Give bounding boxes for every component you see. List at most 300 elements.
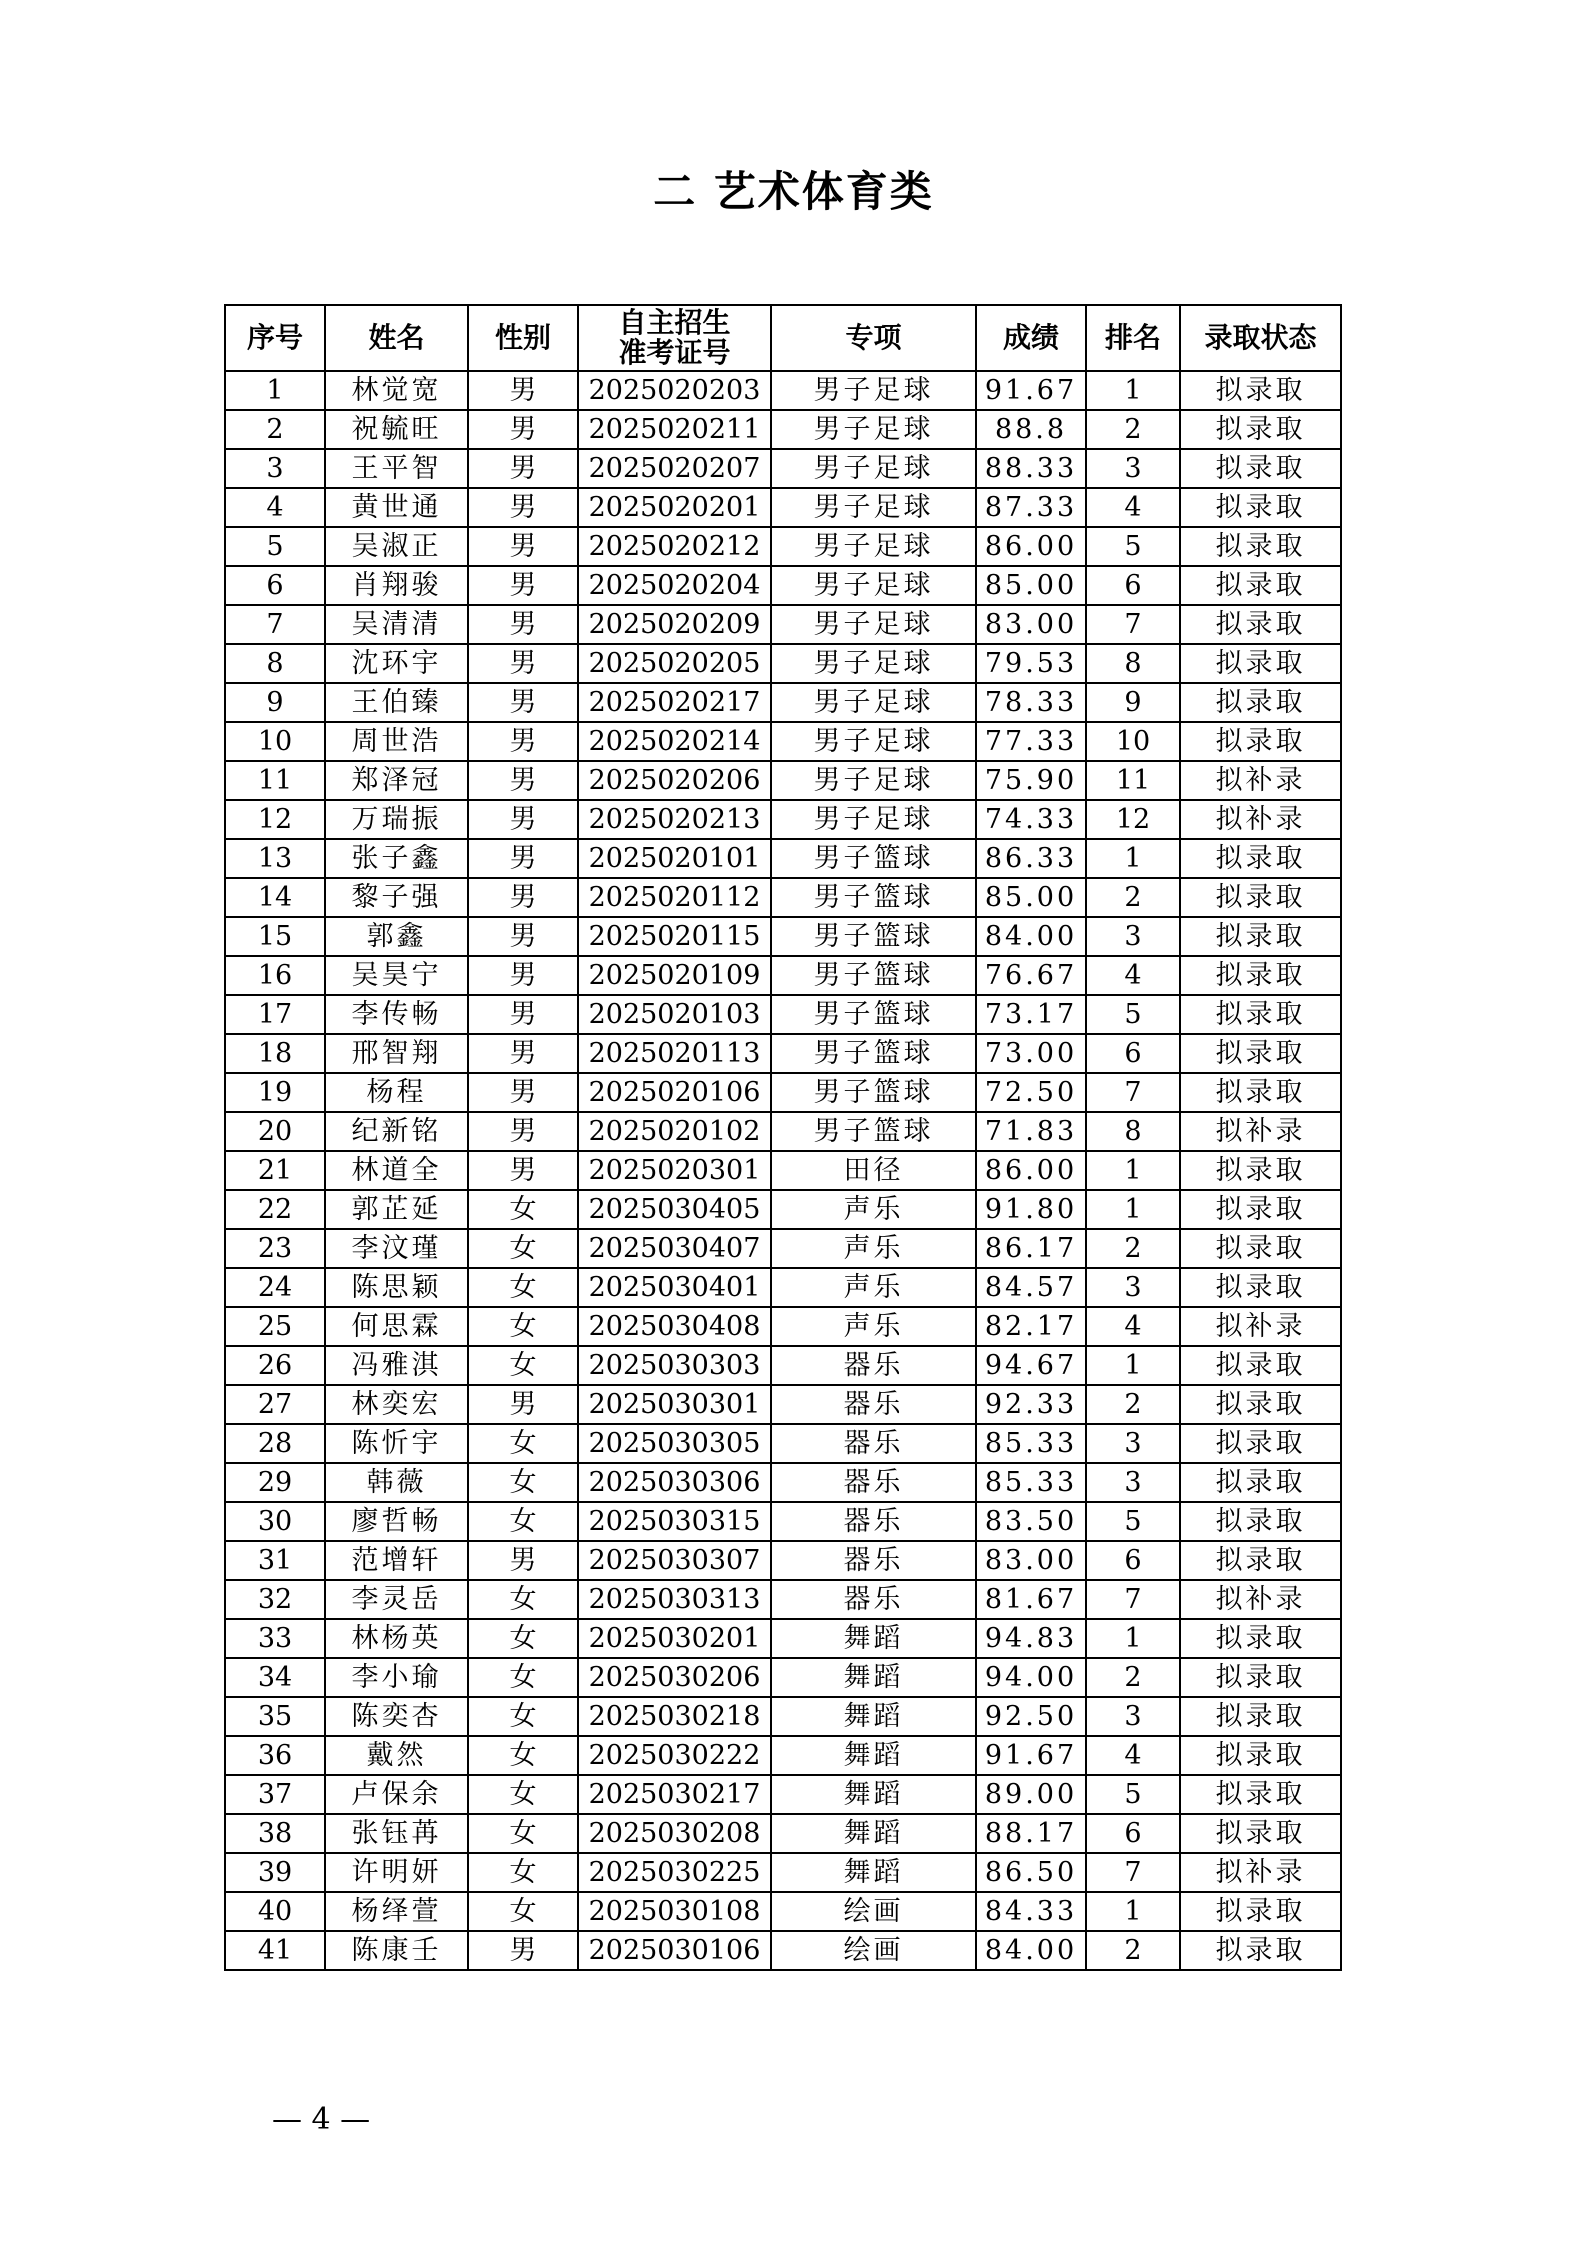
cell-exam-id: 2025030405 [578,1190,771,1229]
cell-gender: 女 [468,1463,578,1502]
cell-rank: 6 [1086,1814,1180,1853]
table-row [225,1424,1341,1463]
cell-status: 拟录取 [1180,1697,1341,1736]
cell-gender: 男 [468,878,578,917]
cell-status: 拟录取 [1180,917,1341,956]
table-row [225,1541,1341,1580]
cell-score: 84.00 [976,917,1086,956]
cell-name: 韩薇 [325,1463,468,1502]
cell-gender: 男 [468,1034,578,1073]
table-row [225,410,1341,449]
cell-gender: 男 [468,410,578,449]
cell-gender: 女 [468,1736,578,1775]
cell-seq: 2 [225,410,325,449]
cell-exam-id: 2025020213 [578,800,771,839]
table-row [225,1619,1341,1658]
cell-specialty: 男子篮球 [771,956,976,995]
page-title: 二 艺术体育类 [653,167,934,216]
cell-seq: 34 [225,1658,325,1697]
cell-specialty: 器乐 [771,1346,976,1385]
cell-rank: 1 [1086,839,1180,878]
cell-rank: 4 [1086,956,1180,995]
cell-exam-id: 2025020212 [578,527,771,566]
cell-exam-id: 2025030407 [578,1229,771,1268]
cell-exam-id: 2025020112 [578,878,771,917]
cell-seq: 25 [225,1307,325,1346]
cell-rank: 1 [1086,371,1180,410]
cell-status: 拟录取 [1180,1463,1341,1502]
cell-rank: 2 [1086,878,1180,917]
cell-seq: 3 [225,449,325,488]
cell-gender: 女 [468,1697,578,1736]
cell-score: 86.00 [976,1151,1086,1190]
header-status: 录取状态 [1180,305,1341,371]
cell-name: 沈环宇 [325,644,468,683]
cell-status: 拟录取 [1180,1619,1341,1658]
cell-name: 陈奕杏 [325,1697,468,1736]
cell-status: 拟录取 [1180,1073,1341,1112]
cell-exam-id: 2025030208 [578,1814,771,1853]
cell-exam-id: 2025020101 [578,839,771,878]
cell-seq: 31 [225,1541,325,1580]
cell-seq: 4 [225,488,325,527]
cell-score: 76.67 [976,956,1086,995]
cell-rank: 3 [1086,1697,1180,1736]
cell-exam-id: 2025030218 [578,1697,771,1736]
cell-seq: 28 [225,1424,325,1463]
cell-name: 黄世通 [325,488,468,527]
table-row [225,956,1341,995]
cell-rank: 2 [1086,1931,1180,1970]
cell-specialty: 声乐 [771,1229,976,1268]
cell-name: 郭芷延 [325,1190,468,1229]
cell-exam-id: 2025030408 [578,1307,771,1346]
cell-seq: 39 [225,1853,325,1892]
cell-exam-id: 2025030108 [578,1892,771,1931]
cell-exam-id: 2025030315 [578,1502,771,1541]
table-row [225,644,1341,683]
table-row [225,1814,1341,1853]
cell-score: 85.00 [976,566,1086,605]
cell-seq: 41 [225,1931,325,1970]
cell-status: 拟录取 [1180,1151,1341,1190]
table-row [225,371,1341,410]
cell-rank: 2 [1086,1229,1180,1268]
header-rank: 排名 [1086,305,1180,371]
cell-specialty: 舞蹈 [771,1853,976,1892]
cell-score: 84.57 [976,1268,1086,1307]
header-gender: 性别 [468,305,578,371]
table-body [225,371,1341,1970]
cell-name: 何思霖 [325,1307,468,1346]
cell-gender: 男 [468,566,578,605]
cell-score: 86.00 [976,527,1086,566]
table-row [225,761,1341,800]
cell-name: 范增轩 [325,1541,468,1580]
cell-name: 李灵岳 [325,1580,468,1619]
cell-gender: 男 [468,1073,578,1112]
table-row [225,1190,1341,1229]
cell-seq: 18 [225,1034,325,1073]
cell-gender: 女 [468,1424,578,1463]
cell-seq: 9 [225,683,325,722]
cell-gender: 女 [468,1853,578,1892]
cell-status: 拟录取 [1180,995,1341,1034]
cell-exam-id: 2025020206 [578,761,771,800]
cell-specialty: 声乐 [771,1190,976,1229]
cell-gender: 女 [468,1346,578,1385]
cell-seq: 38 [225,1814,325,1853]
table-row [225,1697,1341,1736]
cell-score: 84.00 [976,1931,1086,1970]
header-specialty: 专项 [771,305,976,371]
cell-gender: 女 [468,1190,578,1229]
cell-name: 王伯臻 [325,683,468,722]
table-row [225,1931,1341,1970]
cell-rank: 8 [1086,1112,1180,1151]
cell-status: 拟补录 [1180,1307,1341,1346]
cell-score: 91.67 [976,1736,1086,1775]
cell-specialty: 舞蹈 [771,1814,976,1853]
cell-rank: 1 [1086,1892,1180,1931]
cell-exam-id: 2025020102 [578,1112,771,1151]
cell-score: 86.33 [976,839,1086,878]
cell-rank: 1 [1086,1346,1180,1385]
cell-score: 73.00 [976,1034,1086,1073]
cell-gender: 男 [468,1541,578,1580]
cell-gender: 女 [468,1658,578,1697]
table-row [225,1151,1341,1190]
cell-gender: 男 [468,800,578,839]
cell-specialty: 男子篮球 [771,1034,976,1073]
cell-gender: 女 [468,1775,578,1814]
cell-seq: 5 [225,527,325,566]
cell-exam-id: 2025030301 [578,1385,771,1424]
cell-name: 陈思颖 [325,1268,468,1307]
table-row [225,1502,1341,1541]
cell-rank: 4 [1086,1307,1180,1346]
cell-score: 86.50 [976,1853,1086,1892]
cell-score: 78.33 [976,683,1086,722]
cell-seq: 6 [225,566,325,605]
cell-name: 冯雅淇 [325,1346,468,1385]
cell-specialty: 男子篮球 [771,1112,976,1151]
cell-status: 拟录取 [1180,644,1341,683]
cell-name: 王平智 [325,449,468,488]
cell-name: 卢保余 [325,1775,468,1814]
cell-name: 陈忻宇 [325,1424,468,1463]
cell-score: 89.00 [976,1775,1086,1814]
table-row [225,1112,1341,1151]
cell-seq: 32 [225,1580,325,1619]
cell-seq: 1 [225,371,325,410]
cell-exam-id: 2025020205 [578,644,771,683]
cell-rank: 11 [1086,761,1180,800]
cell-status: 拟录取 [1180,488,1341,527]
cell-seq: 14 [225,878,325,917]
table-row [225,1073,1341,1112]
cell-gender: 女 [468,1580,578,1619]
cell-exam-id: 2025030305 [578,1424,771,1463]
table-row [225,1853,1341,1892]
cell-status: 拟录取 [1180,839,1341,878]
cell-rank: 5 [1086,995,1180,1034]
cell-rank: 2 [1086,1658,1180,1697]
cell-score: 77.33 [976,722,1086,761]
cell-score: 92.50 [976,1697,1086,1736]
cell-rank: 3 [1086,449,1180,488]
table-row [225,1229,1341,1268]
cell-gender: 男 [468,605,578,644]
cell-score: 71.83 [976,1112,1086,1151]
cell-name: 祝毓旺 [325,410,468,449]
cell-specialty: 男子足球 [771,566,976,605]
cell-specialty: 男子足球 [771,644,976,683]
cell-seq: 16 [225,956,325,995]
table-row [225,1736,1341,1775]
cell-score: 88.17 [976,1814,1086,1853]
cell-score: 83.50 [976,1502,1086,1541]
cell-name: 杨绎萱 [325,1892,468,1931]
cell-status: 拟录取 [1180,1892,1341,1931]
cell-seq: 23 [225,1229,325,1268]
cell-score: 91.67 [976,371,1086,410]
cell-specialty: 男子足球 [771,800,976,839]
cell-specialty: 男子足球 [771,683,976,722]
cell-score: 74.33 [976,800,1086,839]
cell-specialty: 声乐 [771,1268,976,1307]
cell-rank: 1 [1086,1190,1180,1229]
cell-rank: 7 [1086,605,1180,644]
cell-exam-id: 2025020113 [578,1034,771,1073]
table-row [225,800,1341,839]
cell-status: 拟录取 [1180,527,1341,566]
cell-status: 拟录取 [1180,371,1341,410]
cell-exam-id: 2025020211 [578,410,771,449]
table-header-row [225,305,1341,371]
cell-status: 拟补录 [1180,1853,1341,1892]
table-row [225,917,1341,956]
cell-name: 李小瑜 [325,1658,468,1697]
cell-seq: 13 [225,839,325,878]
table-row [225,1346,1341,1385]
cell-seq: 27 [225,1385,325,1424]
cell-gender: 男 [468,371,578,410]
cell-gender: 男 [468,644,578,683]
cell-exam-id: 2025020103 [578,995,771,1034]
cell-specialty: 男子篮球 [771,917,976,956]
table-row [225,1268,1341,1307]
cell-name: 林奕宏 [325,1385,468,1424]
cell-rank: 3 [1086,1268,1180,1307]
cell-exam-id: 2025030217 [578,1775,771,1814]
cell-seq: 12 [225,800,325,839]
cell-name: 吴昊宁 [325,956,468,995]
cell-gender: 男 [468,917,578,956]
cell-status: 拟录取 [1180,1346,1341,1385]
cell-exam-id: 2025020217 [578,683,771,722]
cell-exam-id: 2025020203 [578,371,771,410]
cell-specialty: 男子足球 [771,605,976,644]
cell-specialty: 男子足球 [771,449,976,488]
cell-seq: 20 [225,1112,325,1151]
cell-specialty: 绘画 [771,1892,976,1931]
cell-score: 86.17 [976,1229,1086,1268]
cell-status: 拟录取 [1180,1502,1341,1541]
cell-exam-id: 2025030307 [578,1541,771,1580]
cell-score: 94.67 [976,1346,1086,1385]
cell-gender: 女 [468,1814,578,1853]
cell-specialty: 男子篮球 [771,839,976,878]
cell-seq: 7 [225,605,325,644]
cell-seq: 11 [225,761,325,800]
cell-score: 72.50 [976,1073,1086,1112]
cell-status: 拟录取 [1180,956,1341,995]
cell-score: 82.17 [976,1307,1086,1346]
cell-specialty: 男子篮球 [771,1073,976,1112]
table-row [225,1658,1341,1697]
cell-status: 拟录取 [1180,1736,1341,1775]
cell-specialty: 器乐 [771,1463,976,1502]
table-row [225,1463,1341,1502]
cell-specialty: 绘画 [771,1931,976,1970]
cell-rank: 3 [1086,1424,1180,1463]
table-row [225,527,1341,566]
cell-exam-id: 2025030306 [578,1463,771,1502]
cell-gender: 女 [468,1892,578,1931]
cell-status: 拟补录 [1180,761,1341,800]
cell-rank: 1 [1086,1151,1180,1190]
cell-score: 73.17 [976,995,1086,1034]
cell-score: 79.53 [976,644,1086,683]
cell-score: 83.00 [976,1541,1086,1580]
cell-status: 拟录取 [1180,1229,1341,1268]
table-row [225,722,1341,761]
cell-exam-id: 2025030401 [578,1268,771,1307]
table-row [225,1892,1341,1931]
header-exam-id: 自主招生 准考证号 [578,305,771,371]
cell-name: 张子鑫 [325,839,468,878]
cell-gender: 女 [468,1502,578,1541]
cell-rank: 4 [1086,488,1180,527]
cell-exam-id: 2025020204 [578,566,771,605]
cell-seq: 37 [225,1775,325,1814]
cell-seq: 35 [225,1697,325,1736]
cell-exam-id: 2025030206 [578,1658,771,1697]
cell-specialty: 舞蹈 [771,1697,976,1736]
cell-rank: 1 [1086,1619,1180,1658]
cell-name: 杨程 [325,1073,468,1112]
cell-score: 88.33 [976,449,1086,488]
cell-exam-id: 2025020109 [578,956,771,995]
cell-exam-id: 2025020207 [578,449,771,488]
cell-rank: 4 [1086,1736,1180,1775]
cell-name: 李汶瑾 [325,1229,468,1268]
cell-seq: 30 [225,1502,325,1541]
cell-gender: 男 [468,956,578,995]
cell-rank: 5 [1086,527,1180,566]
table-row [225,605,1341,644]
cell-name: 陈康壬 [325,1931,468,1970]
cell-specialty: 男子足球 [771,761,976,800]
page-number: — 4 — [272,2102,371,2137]
cell-rank: 3 [1086,1463,1180,1502]
cell-seq: 33 [225,1619,325,1658]
cell-rank: 3 [1086,917,1180,956]
cell-name: 肖翔骏 [325,566,468,605]
cell-name: 林觉宽 [325,371,468,410]
cell-name: 张钰苒 [325,1814,468,1853]
cell-name: 戴然 [325,1736,468,1775]
cell-seq: 15 [225,917,325,956]
table-row [225,1307,1341,1346]
cell-specialty: 男子篮球 [771,995,976,1034]
cell-gender: 女 [468,1619,578,1658]
cell-seq: 17 [225,995,325,1034]
cell-specialty: 男子足球 [771,722,976,761]
cell-specialty: 器乐 [771,1541,976,1580]
table-row [225,839,1341,878]
cell-specialty: 器乐 [771,1502,976,1541]
cell-specialty: 器乐 [771,1385,976,1424]
cell-name: 邢智翔 [325,1034,468,1073]
cell-exam-id: 2025030106 [578,1931,771,1970]
cell-name: 郭鑫 [325,917,468,956]
cell-seq: 19 [225,1073,325,1112]
cell-status: 拟录取 [1180,1541,1341,1580]
cell-name: 万瑞振 [325,800,468,839]
cell-score: 92.33 [976,1385,1086,1424]
cell-rank: 6 [1086,1034,1180,1073]
cell-score: 91.80 [976,1190,1086,1229]
cell-score: 94.83 [976,1619,1086,1658]
cell-gender: 男 [468,1931,578,1970]
cell-rank: 7 [1086,1073,1180,1112]
cell-rank: 2 [1086,410,1180,449]
cell-status: 拟补录 [1180,1112,1341,1151]
cell-rank: 9 [1086,683,1180,722]
cell-seq: 24 [225,1268,325,1307]
cell-status: 拟录取 [1180,1268,1341,1307]
cell-score: 94.00 [976,1658,1086,1697]
cell-status: 拟录取 [1180,1658,1341,1697]
cell-name: 吴淑正 [325,527,468,566]
cell-name: 林道全 [325,1151,468,1190]
cell-name: 黎子强 [325,878,468,917]
cell-specialty: 男子足球 [771,371,976,410]
cell-status: 拟补录 [1180,1580,1341,1619]
cell-seq: 29 [225,1463,325,1502]
cell-rank: 12 [1086,800,1180,839]
cell-score: 85.00 [976,878,1086,917]
cell-specialty: 器乐 [771,1580,976,1619]
cell-gender: 男 [468,839,578,878]
cell-status: 拟录取 [1180,878,1341,917]
cell-specialty: 声乐 [771,1307,976,1346]
cell-gender: 女 [468,1229,578,1268]
cell-name: 李传畅 [325,995,468,1034]
table-row [225,1775,1341,1814]
cell-rank: 5 [1086,1502,1180,1541]
cell-gender: 女 [468,1307,578,1346]
cell-specialty: 男子足球 [771,527,976,566]
cell-seq: 26 [225,1346,325,1385]
cell-rank: 5 [1086,1775,1180,1814]
cell-gender: 男 [468,761,578,800]
cell-score: 85.33 [976,1424,1086,1463]
cell-name: 许明妍 [325,1853,468,1892]
table-row [225,1034,1341,1073]
